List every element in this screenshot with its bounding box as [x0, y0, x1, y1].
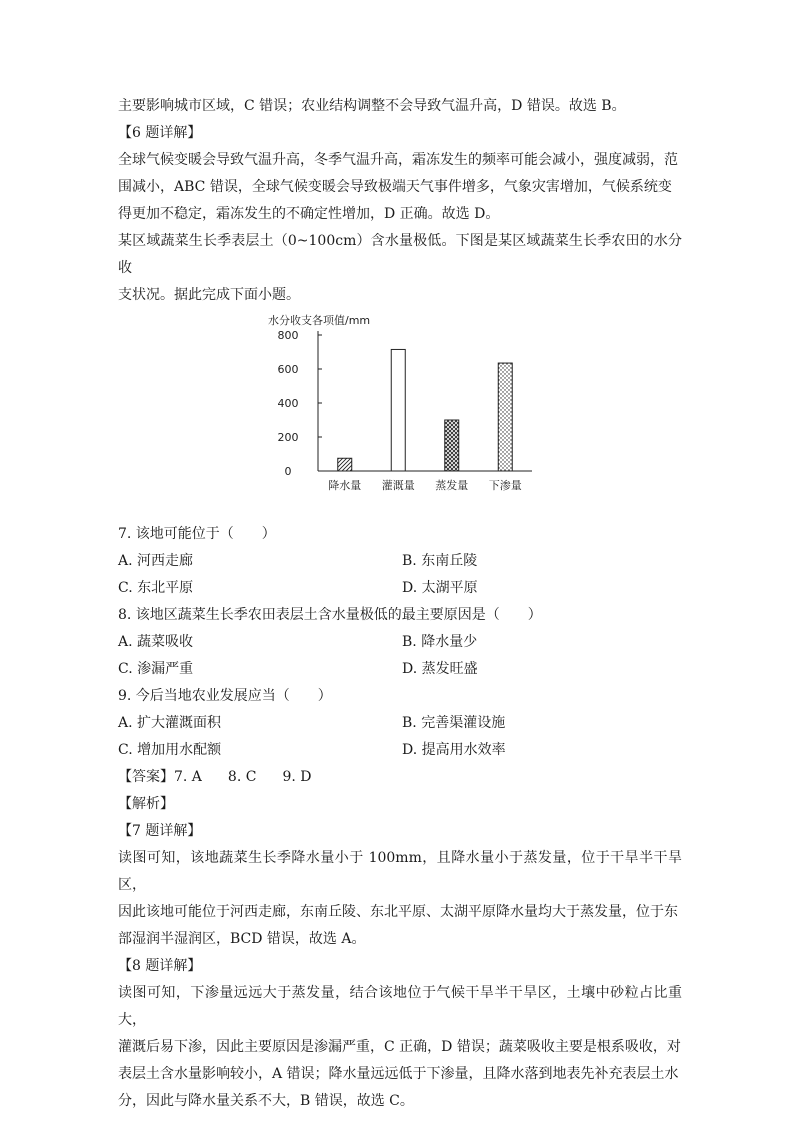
- answer-item: 8. C: [227, 769, 257, 785]
- x-tick-label: 灌溉量: [381, 479, 415, 492]
- text-line: 支状况。据此完成下面小题。: [118, 287, 300, 303]
- option-c: C. 渗漏严重: [118, 661, 194, 677]
- x-tick-label: 降水量: [328, 479, 362, 492]
- option-b: B. 降水量少: [402, 634, 478, 650]
- text-line: 读图可知，该地蔬菜生长季降水量小于 100mm，且降水量小于蒸发量，位于干旱半干旱区，: [118, 850, 682, 893]
- text-line: 灌溉后易下渗，因此主要原因是渗漏严重，C 正确，D 错误；蔬菜吸收主要是根系吸收，对: [118, 1039, 681, 1055]
- option-d: D. 太湖平原: [402, 580, 478, 596]
- x-tick-label: 下渗量: [488, 479, 522, 492]
- question-8-options: [118, 629, 682, 656]
- y-tick-label: 200: [277, 431, 299, 444]
- answer-item: 7. A: [174, 769, 202, 785]
- text-line: 主要影响城市区域，C 错误；农业结构调整不会导致气温升高，D 错误。故选 B。: [118, 98, 626, 114]
- water-budget-chart: [118, 311, 682, 517]
- option-a: A. 河西走廊: [118, 553, 194, 569]
- section-heading-analysis: 【解析】: [118, 796, 174, 812]
- option-a: A. 蔬菜吸收: [118, 634, 194, 650]
- option-d: D. 提高用水效率: [402, 742, 506, 758]
- text-line: 部湿润半湿润区，BCD 错误，故选 A。: [118, 931, 366, 947]
- text-line: 全球气候变暖会导致气温升高，冬季气温升高，霜冻发生的频率可能会减小，强度减弱，范: [118, 152, 678, 168]
- option-a: A. 扩大灌溉面积: [118, 715, 222, 731]
- question-9-stem: 9. 今后当地农业发展应当（ ）: [118, 688, 332, 704]
- answer-item: 9. D: [282, 769, 312, 785]
- y-tick-label: 600: [277, 363, 299, 376]
- question-8-stem: 8. 该地区蔬菜生长季农田表层土含水量极低的最主要原因是（ ）: [118, 607, 542, 623]
- bar: [391, 349, 405, 471]
- bar: [338, 458, 352, 471]
- answer-label: 【答案】: [118, 769, 174, 785]
- section-heading-q7: 【7 题详解】: [118, 823, 202, 839]
- question-9-options: [118, 710, 682, 737]
- bar-chart-svg: [266, 311, 536, 517]
- y-tick-label: 800: [277, 329, 299, 342]
- answer-line: [118, 764, 682, 791]
- section-heading-q6: 【6 题详解】: [118, 125, 202, 141]
- option-d: D. 蒸发旺盛: [402, 661, 478, 677]
- text-line: 因此该地可能位于河西走廊，东南丘陵、东北平原、太湖平原降水量均大于蒸发量，位于东: [118, 904, 678, 920]
- bar: [498, 363, 512, 471]
- section-heading-q8: 【8 题详解】: [118, 958, 202, 974]
- bar: [445, 420, 459, 471]
- document-content: [118, 93, 682, 1115]
- y-tick-label: 400: [277, 397, 299, 410]
- text-line: 读图可知，下渗量远远大于蒸发量，结合该地位于气候干旱半干旱区，土壤中砂粒占比重大，: [118, 985, 682, 1028]
- text-line: 某区域蔬菜生长季表层土（0~100cm）含水量极低。下图是某区域蔬菜生长季农田的水分收: [118, 233, 682, 276]
- text-line: 得更加不稳定，霜冻发生的不确定性增加，D 正确。故选 D。: [118, 206, 500, 222]
- option-c: C. 东北平原: [118, 580, 194, 596]
- question-7-stem: 7. 该地可能位于（ ）: [118, 526, 276, 542]
- question-7-options: [118, 575, 682, 602]
- text-line: 围减小，ABC 错误，全球气候变暖会导致极端天气事件增多，气象灾害增加，气候系统变: [118, 179, 672, 195]
- y-axis-label: 水分收支各项值/mm: [268, 314, 371, 327]
- text-line: 分，因此与降水量关系不大，B 错误，故选 C。: [118, 1093, 414, 1109]
- x-tick-label: 蒸发量: [435, 479, 469, 492]
- y-tick-label: 0: [284, 465, 292, 478]
- question-9-options: [118, 737, 682, 764]
- option-b: B. 东南丘陵: [402, 553, 478, 569]
- question-8-options: [118, 656, 682, 683]
- option-c: C. 增加用水配额: [118, 742, 222, 758]
- text-line: 表层土含水量影响较小，A 错误；降水量远远低于下渗量，且降水落到地表先补充表层土水: [118, 1066, 679, 1082]
- question-7-options: [118, 548, 682, 575]
- option-b: B. 完善渠灌设施: [402, 715, 506, 731]
